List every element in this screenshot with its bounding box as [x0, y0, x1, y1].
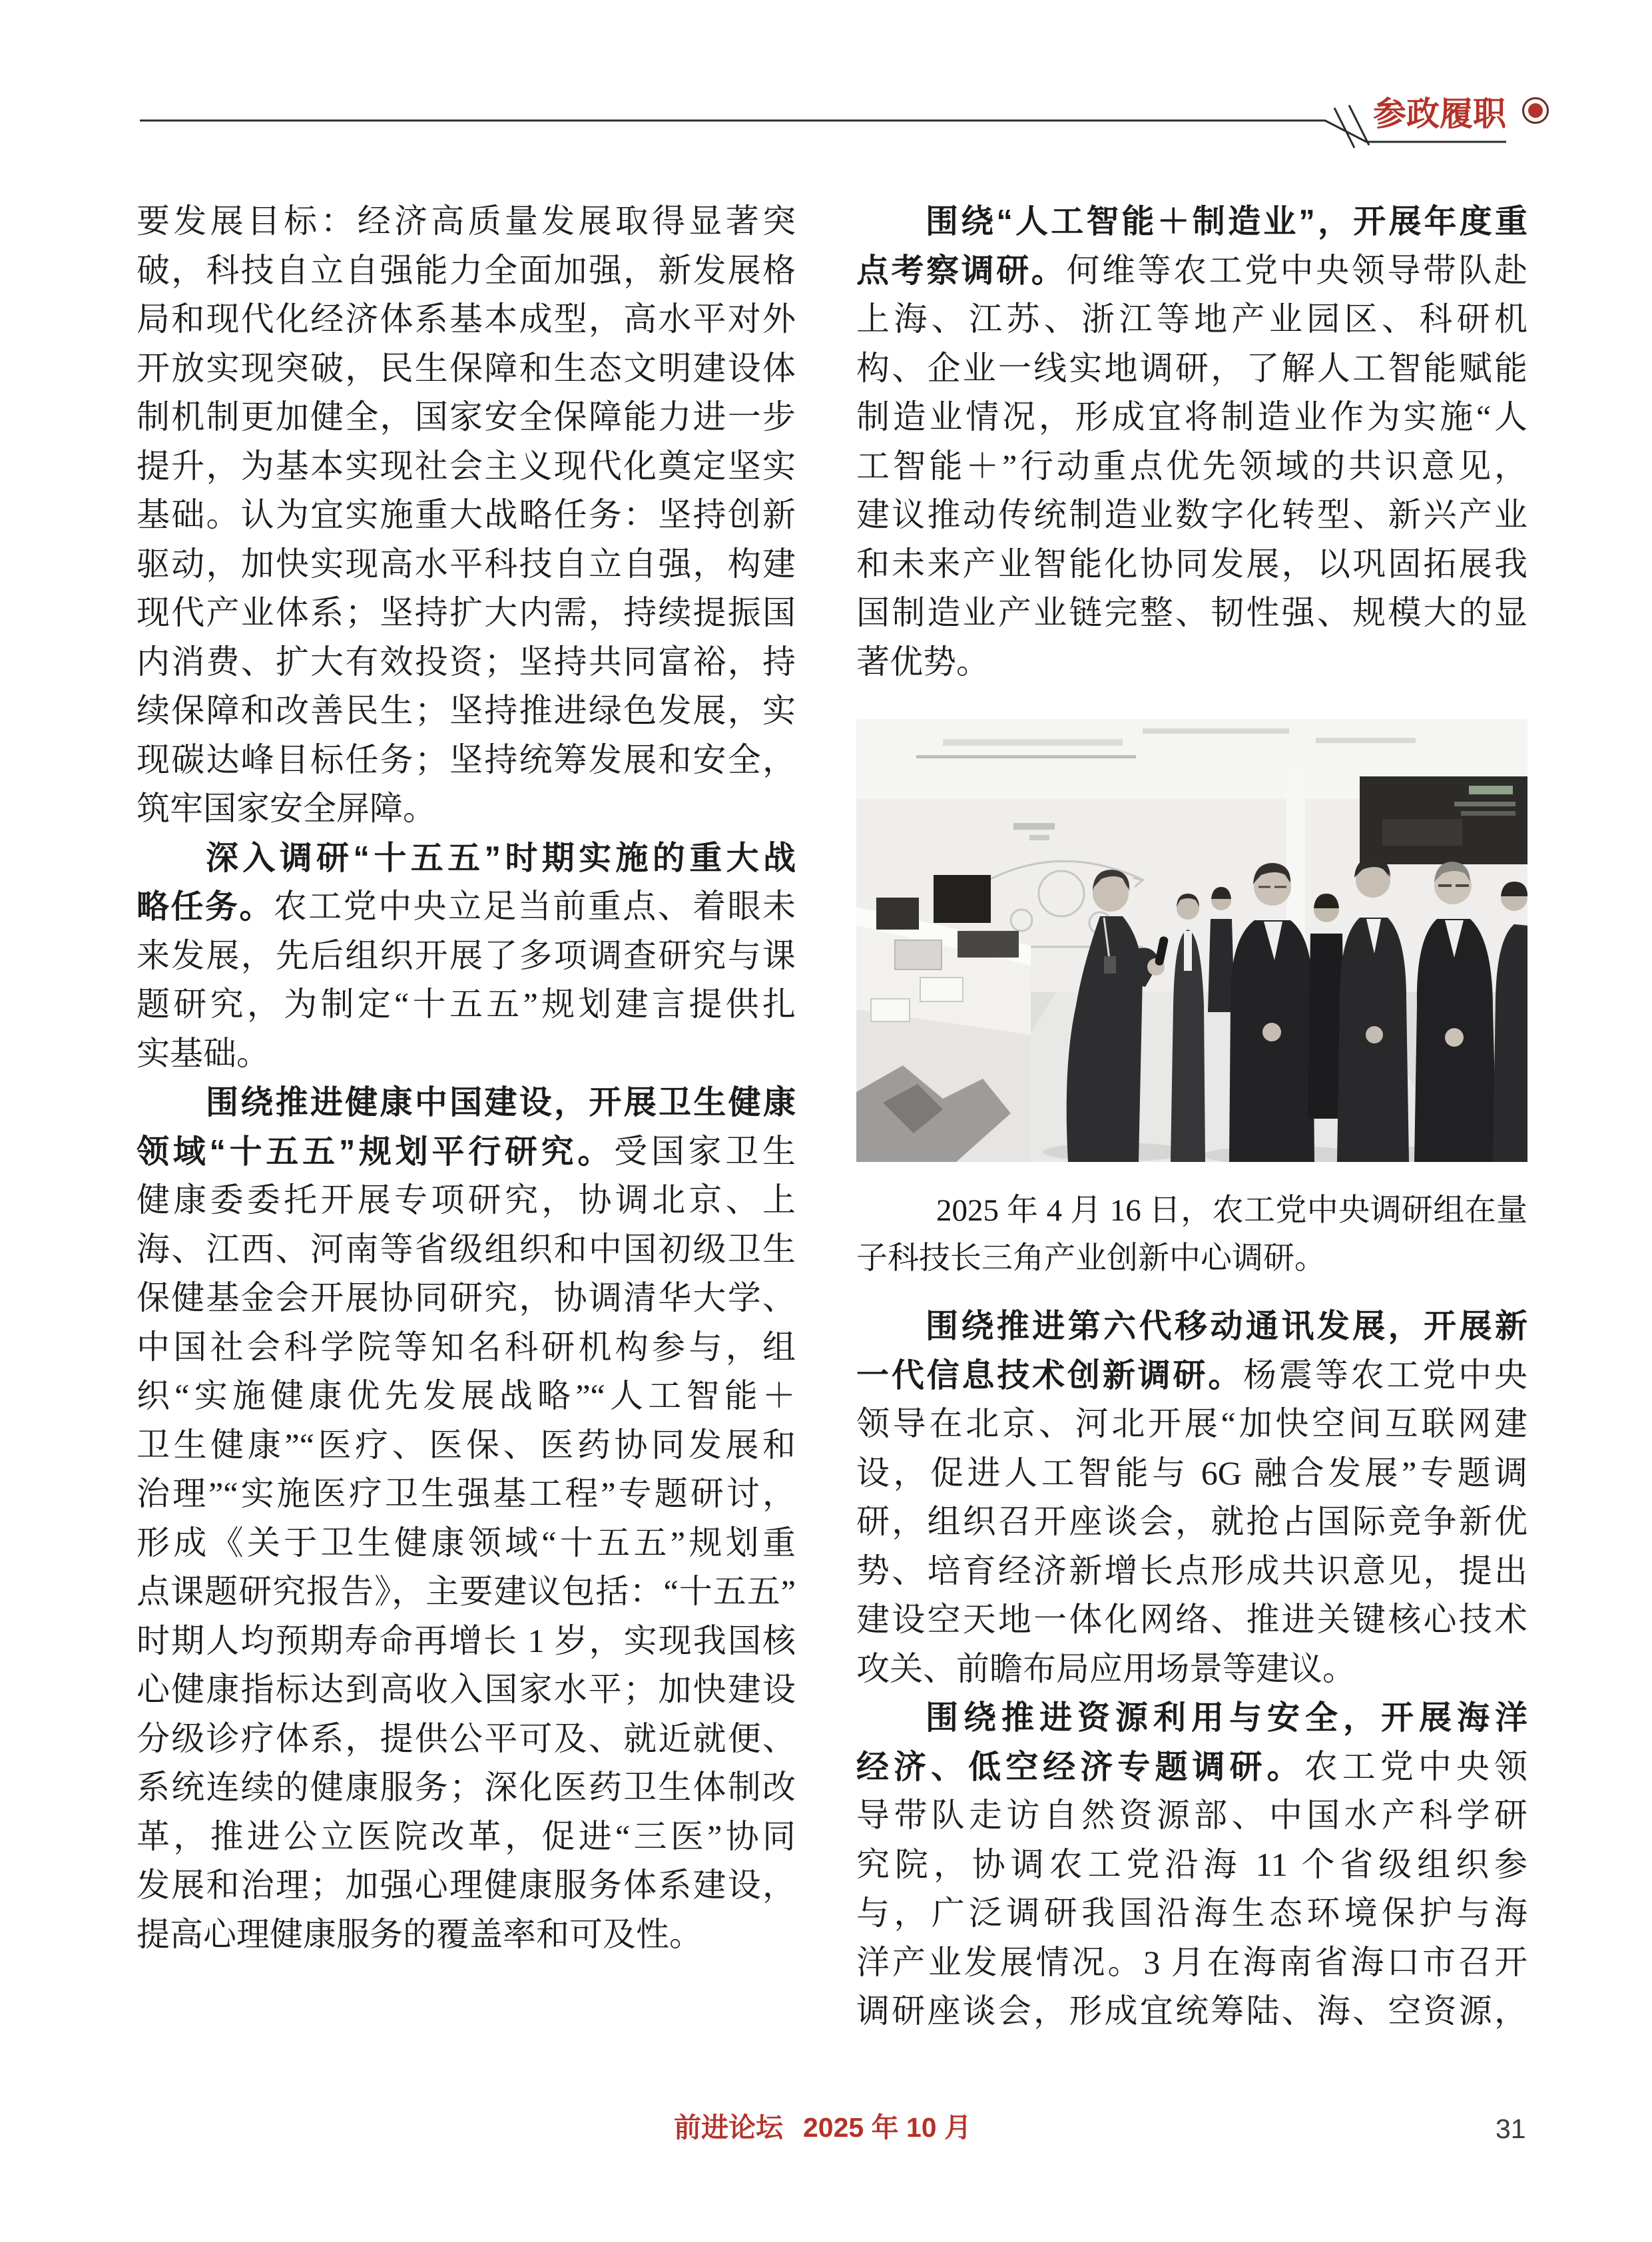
text-line: 现碳达峰目标任务；坚持统筹发展和安全，: [137, 740, 796, 778]
text-line: 破，科技自立自强能力全面加强，新发展格: [137, 251, 796, 289]
text-line: 建设空天地一体化网络、推进关键核心技术: [856, 1601, 1527, 1638]
text-line: 与，广泛调研我国沿海生态环境保护与海: [856, 1894, 1527, 1932]
text-line: 领域“十五五”规划平行研究。受国家卫生: [137, 1132, 796, 1170]
text-line: 围绕“人工智能＋制造业”，开展年度重: [926, 204, 1527, 240]
article-photo-illustration: [856, 719, 1527, 1162]
text-line: 一代信息技术创新调研。杨震等农工党中央: [856, 1356, 1527, 1394]
text-line: 现代产业体系；坚持扩大内需，持续提振国: [137, 594, 796, 631]
text-line: 续保障和改善民生；坚持推进绿色发展，实: [137, 692, 796, 729]
text-line: 时期人均预期寿命再增长 1 岁，实现我国核: [137, 1621, 796, 1659]
text-line: 攻关、前瞻布局应用场景等建议。: [856, 1649, 1356, 1687]
text-line: 点课题研究报告》，主要建议包括：“十五五”: [137, 1573, 796, 1610]
text-line: 围绕推进第六代移动通讯发展，开展新: [926, 1308, 1527, 1344]
text-line: 开放实现突破，民生保障和生态文明建设体: [137, 349, 796, 387]
text-line: 内消费、扩大有效投资；坚持共同富裕，持: [137, 643, 796, 681]
text-line: 织“实施健康优先发展战略”“人工智能＋: [137, 1377, 796, 1414]
text-line: 分级诊疗体系，提供公平可及、就近就便、: [137, 1719, 796, 1757]
right-column-top: [856, 197, 1527, 687]
text-line: 中国社会科学院等知名科研机构参与，组: [137, 1328, 796, 1366]
text-line: 围绕推进资源利用与安全，开展海洋: [926, 1700, 1527, 1736]
text-line: 制机制更加健全，国家安全保障能力进一步: [137, 398, 796, 435]
left-column: [137, 197, 796, 1959]
page-number: 31: [1496, 2113, 1526, 2144]
footer: [674, 2112, 971, 2143]
text-line: 导带队走访自然资源部、中国水产科学研: [856, 1797, 1527, 1834]
text-line: 制造业情况，形成宜将制造业作为实施“人: [856, 398, 1527, 435]
text-line: 研，组织召开座谈会，就抢占国际竞争新优: [856, 1503, 1527, 1540]
text-line: 洋产业发展情况。3 月在海南省海口市召开: [856, 1943, 1527, 1981]
footer-journal-title: 前进论坛: [674, 2112, 783, 2143]
text-line: 题研究，为制定“十五五”规划建言提供扎: [137, 985, 796, 1023]
bullseye-dot: [1528, 103, 1543, 118]
text-line: 心健康指标达到高收入国家水平；加快建设: [137, 1671, 796, 1708]
text-line: 革，推进公立医院改革，促进“三医”协同: [137, 1817, 796, 1855]
text-line: 究院，协调农工党沿海 11 个省级组织参: [856, 1845, 1527, 1883]
text-line: 和未来产业智能化协同发展，以巩固拓展我: [856, 545, 1527, 583]
photo-caption: [856, 1187, 1527, 1282]
text-line: 子科技长三角产业创新中心调研。: [856, 1241, 1326, 1276]
text-line: 国制造业产业链完整、韧性强、规模大的显: [856, 594, 1527, 631]
footer-issue-date: 2025 年 10 月: [803, 2112, 971, 2143]
text-line: 点考察调研。何维等农工党中央领导带队赴: [856, 251, 1527, 289]
text-line: 深入调研“十五五”时期实施的重大战: [206, 840, 796, 876]
text-line: 治理”“实施医疗卫生强基工程”专题研讨，: [137, 1475, 796, 1512]
text-line: 领导在北京、河北开展“加快空间互联网建: [856, 1405, 1527, 1442]
text-line: 发展和治理；加强心理健康服务体系建设，: [137, 1866, 796, 1904]
text-line: 来发展，先后组织开展了多项调查研究与课: [137, 936, 796, 974]
text-line: 著优势。: [856, 643, 989, 681]
text-line: 构、企业一线实地调研，了解人工智能赋能: [856, 349, 1527, 387]
text-line: 局和现代化经济体系基本成型，高水平对外: [137, 300, 796, 338]
text-line: 建议推动传统制造业数字化转型、新兴产业: [856, 496, 1527, 533]
text-line: 系统连续的健康服务；深化医药卫生体制改: [137, 1769, 796, 1806]
section-title: 参政履职: [1373, 95, 1506, 133]
text-line: 筑牢国家安全屏障。: [137, 790, 436, 827]
text-line: 卫生健康”“医疗、医保、医药协同发展和: [137, 1426, 796, 1464]
text-line: 2025 年 4 月 16 日，农工党中央调研组在量: [936, 1193, 1527, 1228]
text-line: 提升，为基本实现社会主义现代化奠定坚实: [137, 447, 796, 485]
text-line: 驱动，加快实现高水平科技自立自强，构建: [137, 545, 796, 583]
text-line: 要发展目标：经济高质量发展取得显著突: [137, 202, 796, 240]
text-line: 形成《关于卫生健康领域“十五五”规划重: [137, 1524, 796, 1561]
text-line: 实基础。: [137, 1034, 270, 1072]
text-line: 围绕推进健康中国建设，开展卫生健康: [206, 1085, 796, 1121]
text-line: 势、培育经济新增长点形成共识意见，提出: [856, 1551, 1527, 1589]
text-line: 基础。认为宜实施重大战略任务：坚持创新: [137, 496, 796, 533]
text-line: 工智能＋”行动重点优先领域的共识意见，: [856, 447, 1527, 485]
bullseye-icon: [1522, 97, 1549, 124]
text-line: 海、江西、河南等省级组织和中国初级卫生: [137, 1230, 796, 1268]
header-rule: [0, 0, 1652, 173]
text-line: 提高心理健康服务的覆盖率和可及性。: [137, 1915, 702, 1953]
text-line: 设，促进人工智能与 6G 融合发展”专题调: [856, 1454, 1527, 1492]
text-line: 上海、江苏、浙江等地产业园区、科研机: [856, 300, 1527, 338]
text-line: 经济、低空经济专题调研。农工党中央领: [856, 1747, 1527, 1785]
right-column-bottom: [856, 1302, 1527, 2036]
text-line: 保健基金会开展协同研究，协调清华大学、: [137, 1279, 796, 1316]
text-line: 调研座谈会，形成宜统筹陆、海、空资源，: [856, 1992, 1527, 2030]
text-line: 略任务。农工党中央立足当前重点、着眼未: [137, 888, 796, 925]
text-line: 健康委委托开展专项研究，协调北京、上: [137, 1181, 796, 1219]
article-photo: [856, 719, 1527, 1162]
